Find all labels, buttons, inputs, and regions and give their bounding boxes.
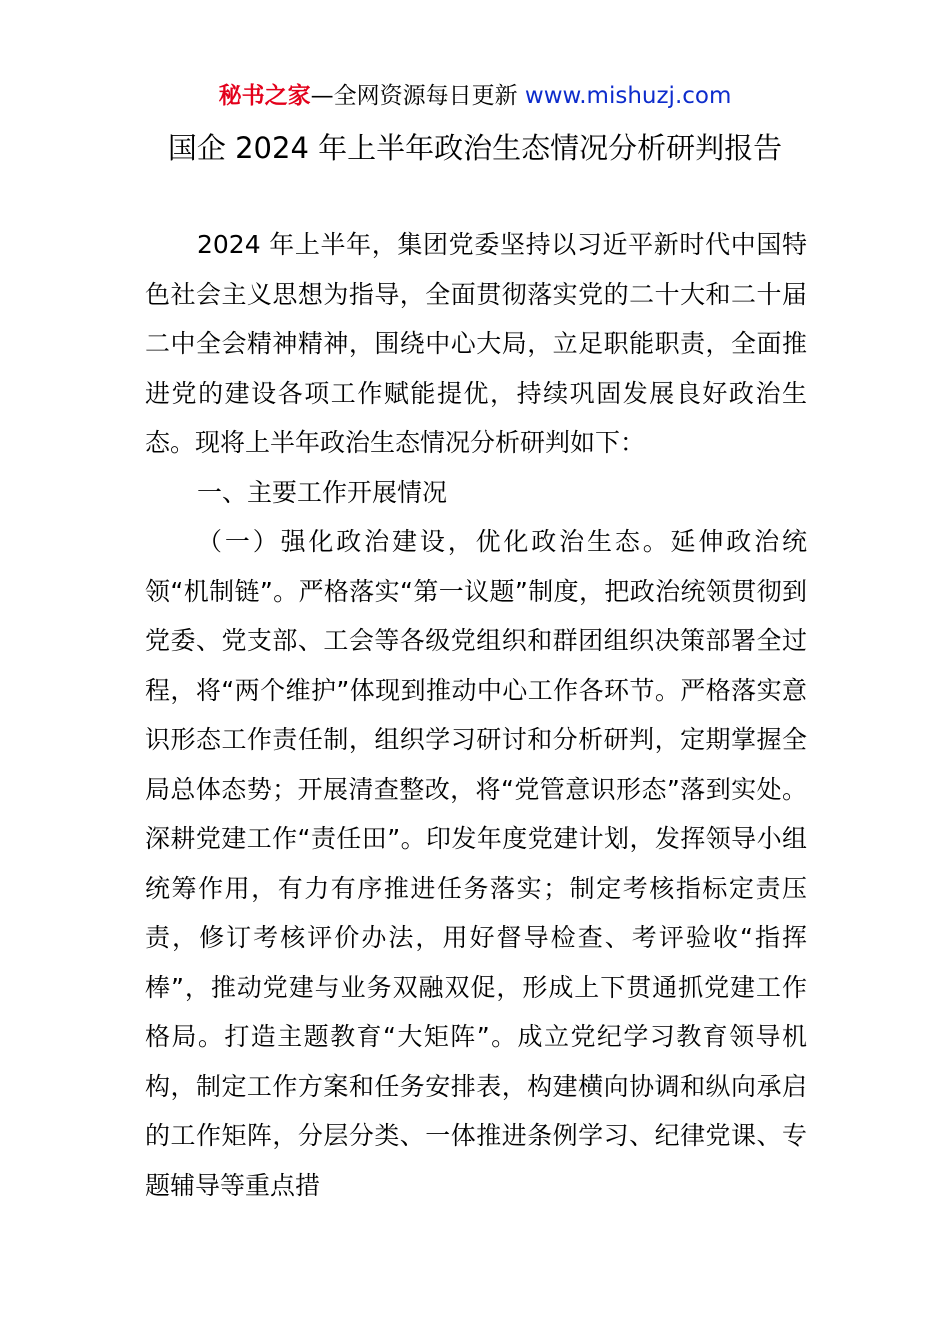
site-header bbox=[0, 80, 950, 112]
body-paragraph: （一）强化政治建设，优化政治生态。延伸政治统领“机制链”。严格落实“第一议题”制度，把政治统领贯彻到党委、党支部、工会等各级党组织和群团组织决策部署全过程，将“两个维护”体现到推动中心工作各环节。严格落实意识形态工作责任制，组织学习研讨和分析研判，定期掌握全局总体态势；开展清查整改，将“党管意识形态”落到实处。深耕党建工作“责任田”。印发年度党建计划，发挥领导小组统筹作用，有力有序推进任务落实；制定考核指标定责压责，修订考核评价办法，用好督导检查、考评验收“指挥棒”，推动党建与业务双融双促，形成上下贯通抓党建工作格局。打造主题教育“大矩阵”。成立党纪学习教育领导机构，制定工作方案和任务安排表，构建横向协调和纵向承启的工作矩阵，分层分类、一体推进条例学习、纪律党课、专题辅导等重点措 bbox=[145, 527, 807, 1200]
site-url-link[interactable]: www.mishuzj.com bbox=[524, 83, 732, 109]
document-title: 国企 2024 年上半年政治生态情况分析研判报告 bbox=[167, 131, 783, 165]
intro-paragraph: 2024 年上半年，集团党委坚持以习近平新时代中国特色社会主义思想为指导，全面贯彻落实党的二十大和二十届二中全会精神精神，围绕中心大局，立足职能职责，全面推进党的建设各项工作赋能提优，持续巩固发展良好政治生态。现将上半年政治生态情况分析研判如下： bbox=[145, 230, 807, 457]
document-body bbox=[145, 220, 807, 1210]
brand-name: 秘书之家 bbox=[218, 83, 311, 109]
section-heading: 一、主要工作开展情况 bbox=[197, 477, 448, 507]
header-tagline: —全网资源每日更新 bbox=[310, 83, 525, 109]
